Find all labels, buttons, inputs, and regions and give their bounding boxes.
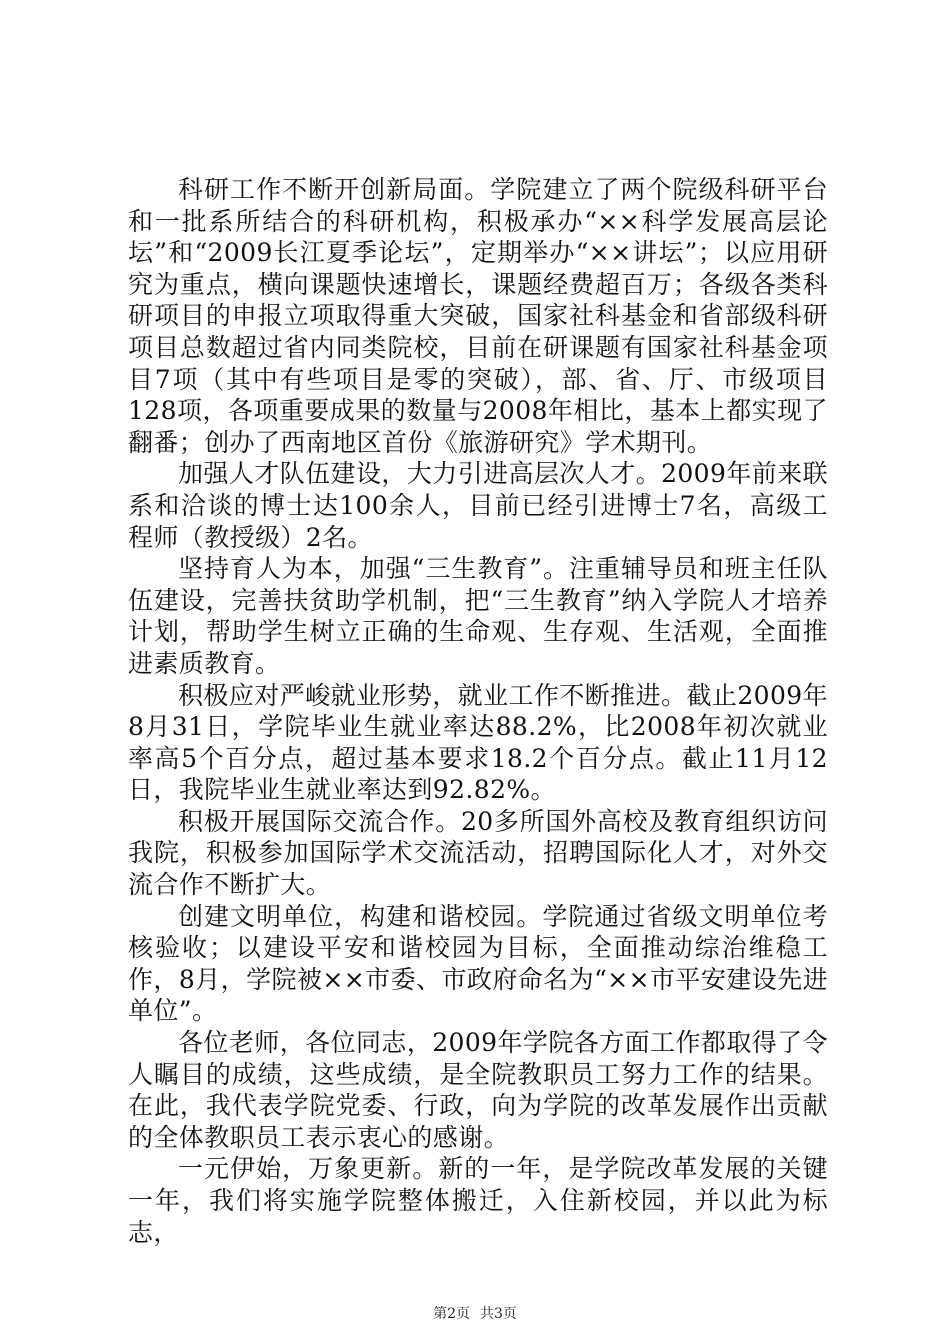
paragraph: 创建文明单位，构建和谐校园。学院通过省级文明单位考核验收；以建设平安和谐校园为目标，全面推动综治维稳工作，8月，学院被××市委、市政府命名为“××市平安建设先进单位”。: [128, 901, 828, 1026]
page-total: 共3页: [480, 1306, 517, 1322]
page-number: 第2页: [433, 1306, 470, 1322]
paragraph: 坚持育人为本，加强“三生教育”。注重辅导员和班主任队伍建设，完善扶贫助学机制，把“三生教育”纳入学院人才培养计划，帮助学生树立正确的生命观、生存观、生活观，全面推进素质教育。: [128, 554, 828, 678]
page-footer: [0, 1303, 950, 1323]
paragraph: 一元伊始，万象更新。新的一年，是学院改革发展的关键一年，我们将实施学院整体搬迁，入住新校园，并以此为标志，: [128, 1154, 828, 1247]
paragraph: 科研工作不断开创新局面。学院建立了两个院级科研平台和一批系所结合的科研机构，积极承办“××科学发展高层论坛”和“2009长江夏季论坛”，定期举办“××讲坛”；以应用研究为重点，横向课题快速增长，课题经费超百万；各级各类科研项目的申报立项取得重大突破，国家社科基金和省部级科研项目总数超过省内同类院校，目前在研课题有国家社科基金项目7项（其中有些项目是零的突破），部、省、厅、市级项目128项，各项重要成果的数量与2008年相比，基本上都实现了翻番；创办了西南地区首份《旅游研究》学术期刊。: [128, 175, 828, 457]
document-body: [128, 174, 828, 1248]
paragraph: 各位老师，各位同志，2009年学院各方面工作都取得了令人瞩目的成绩，这些成绩，是全院教职员工努力工作的结果。在此，我代表学院党委、行政，向为学院的改革发展作出贡献的全体教职员工表示衷心的感谢。: [128, 1028, 828, 1152]
paragraph: 积极应对严峻就业形势，就业工作不断推进。截止2009年8月31日，学院毕业生就业率达88.2%，比2008年初次就业率高5个百分点，超过基本要求18.2个百分点。截止11月12日，我院毕业生就业率达到92.82%。: [128, 680, 828, 805]
paragraph: 加强人才队伍建设，大力引进高层次人才。2009年前来联系和洽谈的博士达100余人，目前已经引进博士7名，高级工程师（教授级）2名。: [128, 459, 828, 552]
paragraph: 积极开展国际交流合作。20多所国外高校及教育组织访问我院，积极参加国际学术交流活动，招聘国际化人才，对外交流合作不断扩大。: [128, 806, 828, 900]
